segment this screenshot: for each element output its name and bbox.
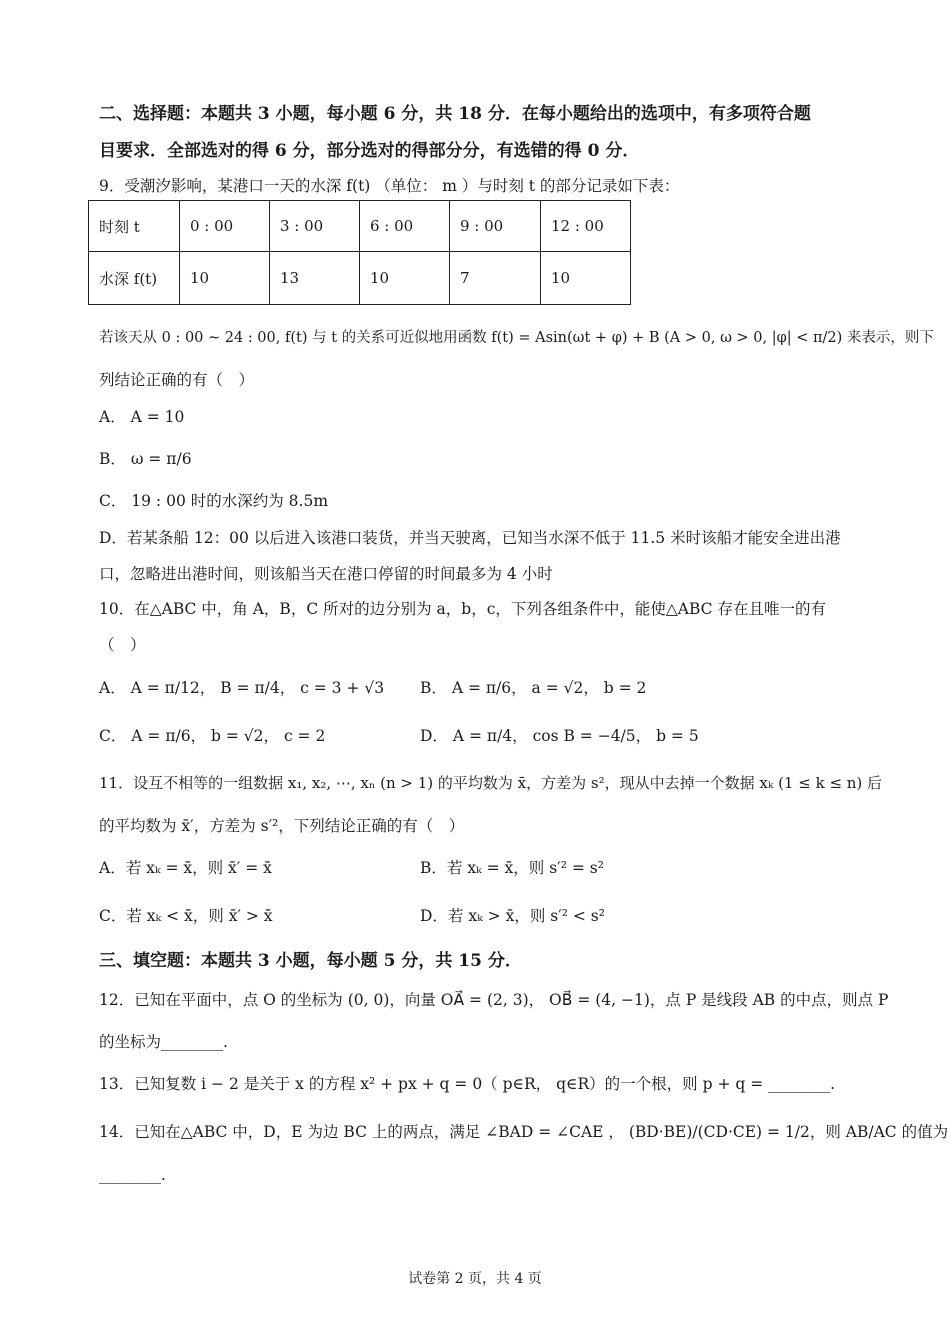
page-footer: 试卷第 2 页，共 4 页 xyxy=(408,1271,542,1287)
q9-stem: 9．受潮汐影响，某港口一天的水深 f(t) （单位： m ）与时刻 t 的部分记录如下表： xyxy=(99,177,680,195)
q14-line1: 14．已知在△ABC 中，D，E 为边 BC 上的两点，满足 ∠BAD = ∠CAE ， (BD·BE)/(CD·CE) = 1/2，则 AB/AC 的值为 xyxy=(99,1123,949,1141)
q11-option-c: C．若 xₖ < x̄，则 x̄′ > x̄ xyxy=(99,907,273,925)
table-cell: 10 xyxy=(180,252,270,305)
q12-line1: 12．已知在平面中，点 O 的坐标为 (0, 0)，向量 OA⃗ = (2, 3)， OB⃗ = (4, −1)，点 P 是线段 AB 的中点，则点 P xyxy=(99,991,889,1009)
section3-header: 三、填空题：本题共 3 小题，每小题 5 分，共 15 分． xyxy=(99,951,522,971)
q10-option-c: C． A = π/6， b = √2， c = 2 xyxy=(99,727,326,745)
q10-stem-line2: （ ） xyxy=(99,636,146,654)
table-cell: 10 xyxy=(360,252,450,305)
q9-option-d-line2: 口，忽略进出港时间，则该船当天在港口停留的时间最多为 4 小时 xyxy=(99,565,553,583)
q10-option-a: A． A = π/12， B = π/4， c = 3 + √3 xyxy=(99,679,385,697)
q10-option-b: B． A = π/6， a = √2， b = 2 xyxy=(420,679,647,697)
q9-option-a: A． A = 10 xyxy=(99,408,185,426)
q11-option-d: D．若 xₖ > x̄，则 s′² < s² xyxy=(420,907,605,925)
table-cell: 9 : 00 xyxy=(450,201,541,252)
q9-option-b: B． ω = π/6 xyxy=(99,450,192,468)
table-cell: 13 xyxy=(270,252,360,305)
q11-stem-line1: 11．设互不相等的一组数据 x₁, x₂, ⋯, xₙ (n > 1) 的平均数为 x̄，方差为 s²，现从中去掉一个数据 xₖ (1 ≤ k ≤ n) 后 xyxy=(99,774,883,792)
table-row xyxy=(89,252,631,305)
q9-option-c: C． 19 : 00 时的水深约为 8.5m xyxy=(99,492,329,510)
q13-line1: 13．已知复数 i − 2 是关于 x 的方程 x² + px + q = 0（ p∈R， q∈R）的一个根，则 p + q = ________. xyxy=(99,1075,836,1093)
tide-table xyxy=(88,200,631,305)
q9-option-d-line1: D．若某条船 12：00 以后进入该港口装货，并当天驶离，已知当水深不低于 11.5 米时该船才能安全进出港 xyxy=(99,529,841,547)
table-cell: 水深 f(t) xyxy=(89,252,180,305)
table-cell: 12 : 00 xyxy=(541,201,631,252)
q11-option-b: B．若 xₖ = x̄，则 s′² = s² xyxy=(420,859,604,877)
q10-stem-line1: 10．在△ABC 中，角 A，B，C 所对的边分别为 a，b，c，下列各组条件中，能使△ABC 存在且唯一的有 xyxy=(99,600,826,618)
q9-continuation-line2: 列结论正确的有（ ） xyxy=(99,371,255,389)
q11-option-a: A．若 xₖ = x̄，则 x̄′ = x̄ xyxy=(99,859,272,877)
q11-stem-line2: 的平均数为 x̄′，方差为 s′²，下列结论正确的有（ ） xyxy=(99,817,465,835)
table-cell: 3 : 00 xyxy=(270,201,360,252)
section2-header-line1: 二、选择题：本题共 3 小题，每小题 6 分，共 18 分．在每小题给出的选项中，有多项符合题 xyxy=(99,104,811,124)
table-cell: 7 xyxy=(450,252,541,305)
table-cell: 6 : 00 xyxy=(360,201,450,252)
section2-header-line2: 目要求．全部选对的得 6 分，部分选对的得部分分，有选错的得 0 分． xyxy=(99,141,640,161)
q14-line2: ________. xyxy=(99,1166,166,1184)
table-cell: 10 xyxy=(541,252,631,305)
q9-continuation-line1: 若该天从 0 : 00 ~ 24 : 00, f(t) 与 t 的关系可近似地用函数 f(t) = Asin(ωt + φ) + B (A > 0, ω > 0, |φ| < π/2) 来表示，则下 xyxy=(99,330,934,346)
q10-option-d: D． A = π/4， cos B = −4/5， b = 5 xyxy=(420,727,699,745)
table-row xyxy=(89,201,631,252)
table-cell: 0 : 00 xyxy=(180,201,270,252)
table-cell: 时刻 t xyxy=(89,201,180,252)
q12-line2: 的坐标为________. xyxy=(99,1033,228,1051)
